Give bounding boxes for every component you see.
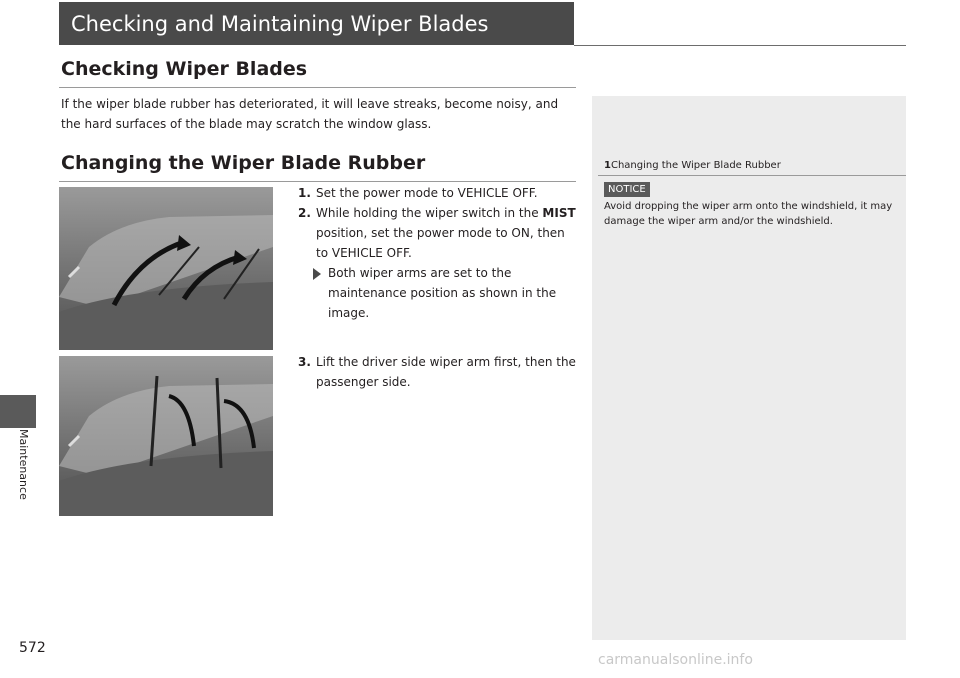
step-text: Set the power mode to VEHICLE OFF.	[316, 186, 538, 200]
note-text: Avoid dropping the wiper arm onto the windshield, it may damage the wiper arm and/or the windshield.	[604, 201, 893, 227]
step-1	[298, 183, 578, 203]
chapter-label: Maintenance	[17, 429, 30, 500]
step-text: While holding the wiper switch in the	[316, 206, 539, 220]
checking-heading: Checking Wiper Blades	[61, 58, 308, 80]
result-text: Both wiper arms are set to the maintenance position as shown in the image.	[328, 266, 557, 320]
changing-heading: Changing the Wiper Blade Rubber	[61, 152, 426, 174]
procedure-steps	[298, 183, 578, 323]
note-divider	[598, 175, 906, 176]
step-number: 1.	[298, 186, 311, 200]
step-3	[298, 352, 578, 392]
watermark: carmanualsonline.info	[598, 652, 753, 668]
section-title-bar	[59, 2, 574, 45]
notice-badge: NOTICE	[604, 182, 650, 197]
step-number: 2.	[298, 206, 311, 220]
mist-label: MIST	[542, 206, 576, 220]
note-heading	[604, 160, 781, 171]
page-number: 572	[19, 640, 46, 656]
title-divider	[574, 45, 906, 46]
wiper-maintenance-position-illustration	[59, 187, 273, 350]
notes-panel	[592, 96, 906, 640]
section-title: Checking and Maintaining Wiper Blades	[71, 11, 489, 36]
checking-body: If the wiper blade rubber has deteriorated, it will leave streaks, become noisy, and the hard surfaces of the blade may scratch the window glass.	[61, 97, 559, 131]
note-ref-mark: 1	[604, 160, 611, 171]
chapter-tab	[0, 395, 36, 428]
step-3-block	[298, 352, 578, 392]
wiper-arms-lifted-illustration	[59, 356, 273, 516]
step-text: Lift the driver side wiper arm first, then the passenger side.	[316, 355, 576, 389]
step-text: position, set the power mode to ON, then to VEHICLE OFF.	[316, 226, 565, 260]
step-2-result	[298, 263, 578, 323]
heading-divider	[59, 181, 576, 182]
triangle-right-icon	[313, 268, 321, 280]
step-2	[298, 203, 578, 263]
note-heading-text: Changing the Wiper Blade Rubber	[610, 160, 781, 171]
heading-divider	[59, 87, 576, 88]
step-number: 3.	[298, 355, 311, 369]
